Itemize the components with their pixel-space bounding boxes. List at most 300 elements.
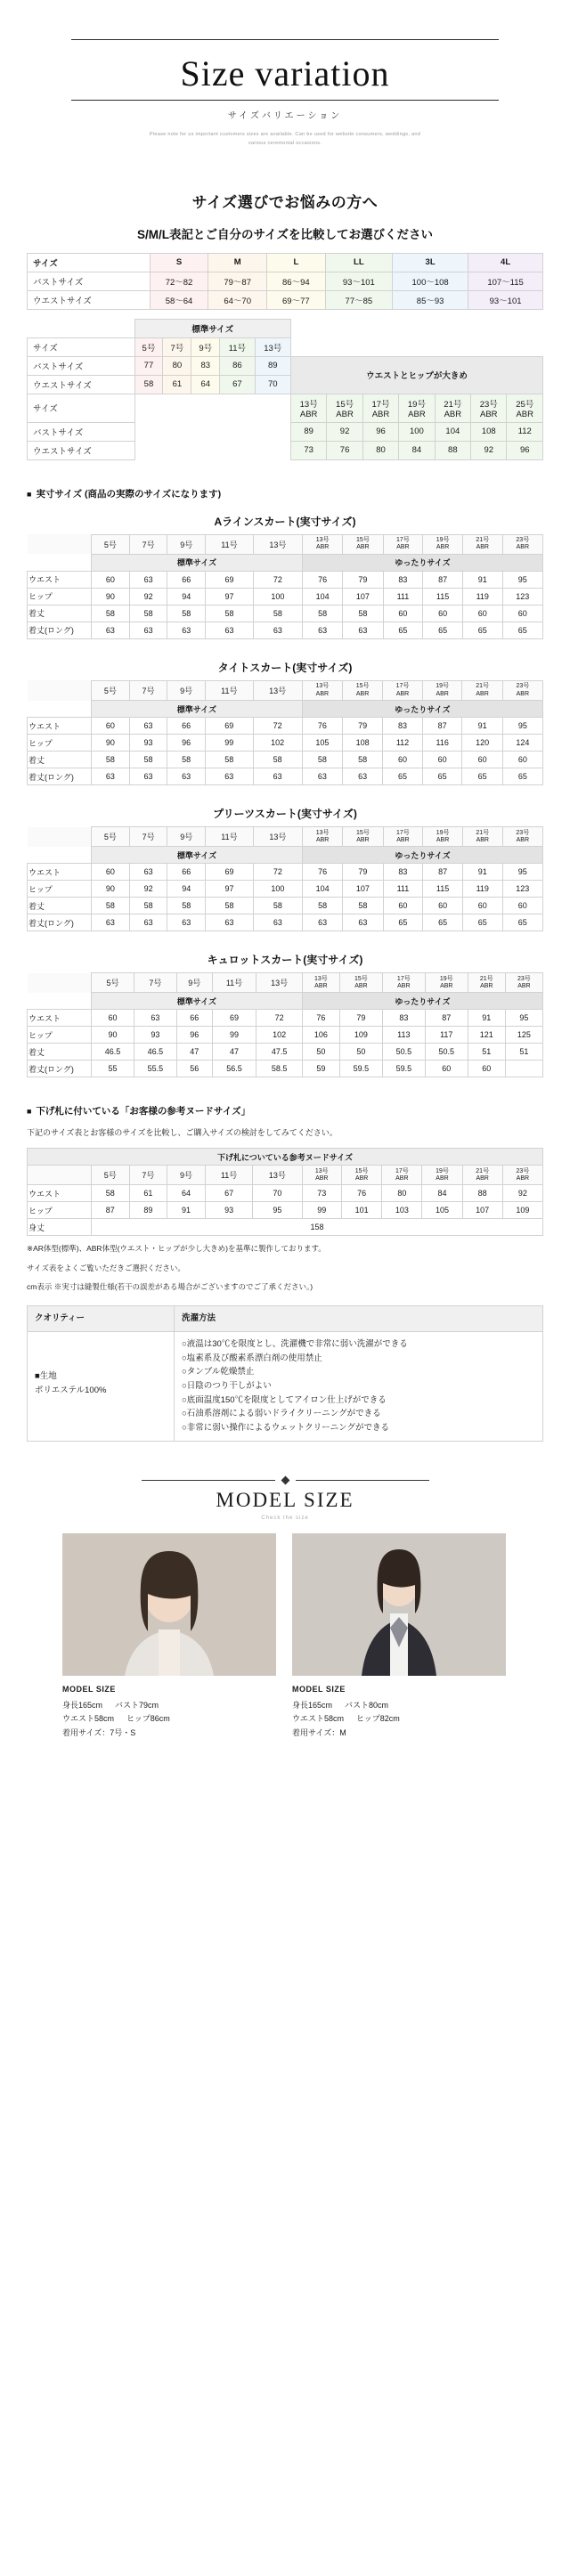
table-cell: 63 [129,571,167,588]
table-cell: 99 [302,1202,342,1219]
table-cell: 63 [134,1010,176,1027]
table-cell: 60 [502,898,542,914]
table-cell: 58 [206,898,254,914]
table-cell: 90 [92,881,130,898]
table-row [28,253,543,272]
table-cell: 59.5 [339,1060,382,1077]
table-cell: 83 [383,571,423,588]
column-header: 13号 ABR [302,973,339,993]
table-cell: 90 [92,588,130,605]
column-header: 7号 [134,973,176,993]
table-cell: 58 [129,898,167,914]
column-header: サイズ [28,394,135,422]
table-cell: 112 [383,735,423,752]
column-header: 11号 [206,680,254,700]
table-cell: 107～115 [468,272,543,290]
table-cell: 70 [255,375,290,394]
table-cell: 63 [129,718,167,735]
table-cell: 58 [343,898,383,914]
table-row [28,752,543,768]
row-label: ウエストサイズ [28,290,151,309]
table-cell: 72 [256,1010,302,1027]
column-header: LL [325,253,392,272]
table-cell: 60 [462,752,502,768]
hero-divider-top [71,39,499,40]
column-header: 13号 [256,973,302,993]
table-cell: 76 [342,1185,382,1202]
table-cell: 92 [327,422,362,441]
table-cell: 95 [502,718,542,735]
table-cell: 73 [302,1185,342,1202]
care-header: 洗濯方法 [175,1306,543,1332]
table-row [28,993,543,1010]
lead-heading: サイズ選びでお悩みの方へ [191,193,379,211]
table-cell: 63 [302,768,342,785]
row-label: バストサイズ [28,422,135,441]
table-cell: 77 [134,356,163,375]
table-row [28,1166,543,1185]
table-cell: 73 [290,441,326,459]
table-cell: 89 [290,422,326,441]
quality-header: クオリティー [28,1306,175,1332]
table-cell: 55 [92,1060,134,1077]
spacer [28,534,92,554]
spacer [28,1166,92,1185]
table-cell: 86～94 [267,272,326,290]
table-cell: 60 [92,864,130,881]
table-cell: 111 [383,588,423,605]
column-header: 19号 ABR [399,394,435,422]
column-header: 19号 ABR [422,1166,462,1185]
table-cell: 88 [462,1185,502,1202]
ornament-line-right [296,1480,429,1481]
row-label: ウエスト [28,864,92,881]
table-cell: 72 [253,571,302,588]
table-cell: 47 [176,1044,212,1060]
table-cell: 58 [303,898,343,914]
column-header: 5号 [92,534,130,554]
table-cell: 83 [383,718,423,735]
table-cell: 50 [339,1044,382,1060]
table-cell: 86 [220,356,255,375]
table-cell: 58 [343,605,383,622]
table-cell: 87 [92,1202,130,1219]
spacer [191,422,220,441]
column-header: サイズ [28,337,135,356]
actual-size-table [27,972,543,1077]
table-cell: 46.5 [92,1044,134,1060]
column-header: 15号 ABR [327,394,362,422]
table-cell: 60 [462,605,502,622]
table-cell: 125 [505,1027,542,1044]
table-row [28,1027,543,1044]
group-relaxed-label: ゆったりサイズ [303,554,543,571]
table-cell: 61 [163,375,191,394]
table-cell: 69～77 [267,290,326,309]
table-cell: 102 [256,1027,302,1044]
table-row [28,1010,543,1027]
care-line: ○液温は30℃を限度とし、洗濯機で非常に弱い洗濯ができる [182,1339,408,1350]
model-measure: 着用サイズ：M [292,1727,346,1737]
table-cell: 94 [167,588,206,605]
table-cell: 80 [362,441,398,459]
care-line: ○石油系溶剤による弱いドライクリーニングができる [182,1409,381,1419]
table-cell: 60 [92,718,130,735]
hero-divider-bottom [71,100,499,101]
table-cell: 69 [206,864,254,881]
column-header: 13号 ABR [302,680,342,700]
spacer [134,422,163,441]
row-label: 着丈 [28,898,92,914]
column-header: 17号 ABR [382,973,425,993]
block-title: プリーツスカート(実寸サイズ) [213,808,357,821]
table-row [28,588,543,605]
table-cell: 65 [422,768,462,785]
table-cell: 93 [205,1202,252,1219]
model-size-subtitle: Check the size [261,1515,309,1521]
table-cell: 72 [253,718,302,735]
table-row [28,1185,543,1202]
model-measure: ヒップ86cm [126,1714,170,1724]
table-cell: 84 [422,1185,462,1202]
table-cell: 63 [343,622,383,638]
column-header: 11号 [206,534,254,554]
table-cell: 63 [129,768,167,785]
table-cell: 69 [206,571,254,588]
column-header: 21号 ABR [462,827,502,847]
table-row [28,1149,543,1166]
column-header: 9号 [167,827,206,847]
table-cell: 95 [502,571,542,588]
column-header: 19号 ABR [425,973,468,993]
table-row [28,914,543,931]
table-row [28,272,543,290]
table-cell: 92 [129,588,167,605]
column-header: 23号 ABR [502,534,542,554]
table-cell: 83 [382,1010,425,1027]
model-measure: 身長165cm [292,1701,333,1711]
table-cell: 76 [303,571,343,588]
table-cell: 87 [423,864,463,881]
table-cell: 56.5 [212,1060,256,1077]
table-cell: 60 [462,898,502,914]
table-cell: 66 [176,1010,212,1027]
table-cell: 105 [422,1202,462,1219]
table-cell: 60 [425,1060,468,1077]
column-header: 17号 ABR [362,394,398,422]
spacer [163,441,191,459]
row-label: ヒップ [28,735,92,752]
actual-size-blocks [27,509,543,1077]
model-card [62,1533,276,1740]
table-cell: 65 [423,914,463,931]
hero-blurb: Please note for us important customers sizes are available. Can be used for website consumers, weddings, and various ceremonial occasions. [149,132,421,147]
column-header: 15号 ABR [339,973,382,993]
table-cell: 117 [425,1027,468,1044]
table-row [28,827,543,847]
table-cell: 58～64 [150,290,208,309]
note-line: サイズ表をよくご覧いただきご選択ください。 [27,1263,185,1272]
table-cell: 101 [342,1202,382,1219]
table-cell: 58 [303,605,343,622]
table-cell: 58 [92,752,130,768]
table-cell: 64～70 [208,290,267,309]
table-cell: 108 [471,422,507,441]
ornament-line-left [142,1480,275,1481]
standard-and-large-table [27,319,543,460]
care-line: ○日陰のつり干しがよい [182,1381,272,1392]
row-label: ヒップ [28,1202,92,1219]
column-header: 11号 [206,827,254,847]
column-header: 19号 ABR [423,534,463,554]
table-cell: 63 [92,622,130,638]
spacer [28,993,92,1010]
table-cell: 64 [191,375,220,394]
table-cell: 60 [383,898,423,914]
table-cell: 51 [505,1044,542,1060]
table-cell: 60 [468,1060,505,1077]
model-list [62,1533,508,1740]
table-cell: 79 [343,571,383,588]
table-cell: 83 [191,356,220,375]
column-header: 5号 [134,337,163,356]
hero-section [0,0,570,167]
table-cell: 91 [462,571,502,588]
table-cell: 61 [129,1185,167,1202]
spacer [220,422,255,441]
column-header: 23号 ABR [505,973,542,993]
table-cell: 63 [253,622,302,638]
table-cell: 59.5 [382,1060,425,1077]
table-cell: 63 [167,768,206,785]
table-cell: 91 [468,1010,505,1027]
column-header: 11号 [205,1166,252,1185]
column-header: 17号 ABR [383,680,423,700]
column-header: 5号 [92,680,130,700]
model-measure: バスト80cm [345,1701,389,1711]
table-cell: 87 [425,1010,468,1027]
row-label: ヒップ [28,881,92,898]
group-standard-label: 標準サイズ [92,993,303,1010]
row-label: 着丈 [28,1044,92,1060]
column-header: 17号 ABR [383,534,423,554]
table-cell: 95 [502,864,542,881]
diamond-icon [281,1475,289,1484]
table-cell: 60 [423,605,463,622]
spacer [191,441,220,459]
table-cell: 93～101 [468,290,543,309]
table-cell: 115 [423,881,463,898]
table-cell: 90 [92,735,130,752]
table-cell: 63 [342,768,382,785]
spacer [28,973,92,993]
model-photo [62,1533,276,1676]
table-cell: 107 [343,588,383,605]
column-header: 23号 ABR [471,394,507,422]
table-cell: 97 [206,588,254,605]
table-row [28,701,543,718]
column-header: 15号 ABR [342,680,382,700]
table-row [28,1219,543,1236]
model-measure: 身長165cm [62,1701,103,1711]
model-measure-row [62,1712,276,1726]
row-label: ヒップ [28,1027,92,1044]
group-standard-label: 標準サイズ [92,701,303,718]
table-cell: 58 [253,752,302,768]
table-cell: 63 [206,622,254,638]
row-label: ヒップ [28,588,92,605]
table-cell: 65 [502,768,542,785]
column-header: 15号 ABR [343,534,383,554]
group-standard-label: 標準サイズ [92,847,303,864]
column-header: S [150,253,208,272]
table-cell: 65 [502,622,542,638]
table-cell: 67 [220,375,255,394]
spacer [255,422,290,441]
actual-size-bullet: ■ 実寸サイズ (商品の実際のサイズになります) [27,487,543,500]
column-header: 9号 [167,1166,206,1185]
actual-size-table [27,826,543,931]
table-cell: 50 [302,1044,339,1060]
table-cell: 63 [303,622,343,638]
table-cell: 79 [339,1010,382,1027]
block-title: キュロットスカート(実寸サイズ) [207,954,363,967]
actual-size-block [27,947,543,1077]
table-row [28,718,543,735]
nude-size-notes [27,1242,543,1293]
column-header: 13号 ABR [290,394,326,422]
model-measure-row [62,1727,276,1740]
table-cell: 60 [92,1010,134,1027]
row-label: ウエスト [28,571,92,588]
model-measure: ウエスト58cm [62,1714,115,1724]
table-cell: 95 [505,1010,542,1027]
column-header: 13号 ABR [303,534,343,554]
row-label: 着丈 [28,605,92,622]
table-cell: 60 [383,605,423,622]
table-cell: 63 [129,864,167,881]
table-cell: 56 [176,1060,212,1077]
care-line: ○底面温度150℃を限度としてアイロン仕上げができる [182,1394,387,1405]
model-measure: ウエスト58cm [292,1714,345,1724]
table-cell: 83 [383,864,423,881]
column-header: 7号 [129,1166,167,1185]
spacer [290,337,542,356]
table-cell: 63 [92,768,130,785]
column-header: 9号 [176,973,212,993]
table-cell: 77～85 [325,290,392,309]
table-cell: 65 [462,914,502,931]
row-label: 着丈 [28,752,92,768]
table-cell: 63 [253,914,302,931]
table-cell: 76 [327,441,362,459]
table-row [28,1202,543,1219]
model-measure-row [62,1699,276,1712]
table-cell: 63 [92,914,130,931]
table-cell: 96 [176,1027,212,1044]
table-cell: 90 [92,1027,134,1044]
table-cell: 97 [206,881,254,898]
column-header: 17号 ABR [383,827,423,847]
table-cell: 100～108 [393,272,468,290]
table-cell: 69 [212,1010,256,1027]
table-cell: 104 [303,881,343,898]
row-label: ウエストサイズ [28,375,135,394]
column-header: 21号 ABR [468,973,505,993]
table-cell: 65 [383,914,423,931]
table-row [28,394,543,422]
row-label: 着丈(ロング) [28,622,92,638]
table-cell: 63 [303,914,343,931]
column-header: 13号 ABR [302,1166,342,1185]
nude-table-title: 下げ札についている参考ヌードサイズ [28,1149,543,1166]
column-header: 9号 [167,534,206,554]
table-cell: 63 [253,768,302,785]
table-row [28,319,543,337]
spacer [255,394,290,422]
column-header: 13号 [253,680,302,700]
table-cell: 70 [253,1185,302,1202]
nude-size-table [27,1148,543,1236]
table-cell: 63 [167,914,206,931]
table-cell: 88 [435,441,470,459]
table-cell: 58 [92,605,130,622]
table-cell: 65 [383,768,423,785]
column-header: 21号 ABR [462,680,502,700]
column-header: L [267,253,326,272]
sml-size-table [27,253,543,310]
table-cell: 72 [253,864,302,881]
table-cell: 63 [206,914,254,931]
table-cell: 94 [167,881,206,898]
table-cell: 115 [423,588,463,605]
fabric-value: ポリエステル100% [35,1385,107,1395]
table-row [28,605,543,622]
table-cell: 66 [167,718,206,735]
column-header: 9号 [167,680,206,700]
table-row [28,356,543,375]
table-cell: 102 [253,735,302,752]
spacer [28,847,92,864]
column-header: 7号 [129,680,167,700]
table-cell: 76 [303,864,343,881]
note-line: ※AR体型(標準)、ABR体型(ウエスト・ヒップが少し大きめ)を基準に製作しております。 [27,1244,326,1254]
table-row [28,847,543,864]
table-cell: 107 [343,881,383,898]
lead-subheading: S/M/L表記とご自分のサイズを比較してお選びください [137,227,433,241]
table-cell: 58 [92,1185,130,1202]
table-cell: 58.5 [256,1060,302,1077]
column-header: 15号 ABR [342,1166,382,1185]
spacer [255,441,290,459]
group-standard-label: 標準サイズ [92,554,303,571]
column-header: 17号 ABR [382,1166,422,1185]
table-cell: 103 [382,1202,422,1219]
table-row [28,881,543,898]
model-measure: 着用サイズ：7号・S [62,1727,136,1737]
table-cell: 92 [471,441,507,459]
table-cell: 60 [422,752,462,768]
table-cell: 87 [423,571,463,588]
table-cell: 89 [129,1202,167,1219]
table-cell: 58 [167,898,206,914]
table-cell: 63 [129,622,167,638]
table-cell: 58 [342,752,382,768]
table-cell: 76 [302,718,342,735]
spacer [191,394,220,422]
table-cell: 85～93 [393,290,468,309]
column-header: 11号 [212,973,256,993]
